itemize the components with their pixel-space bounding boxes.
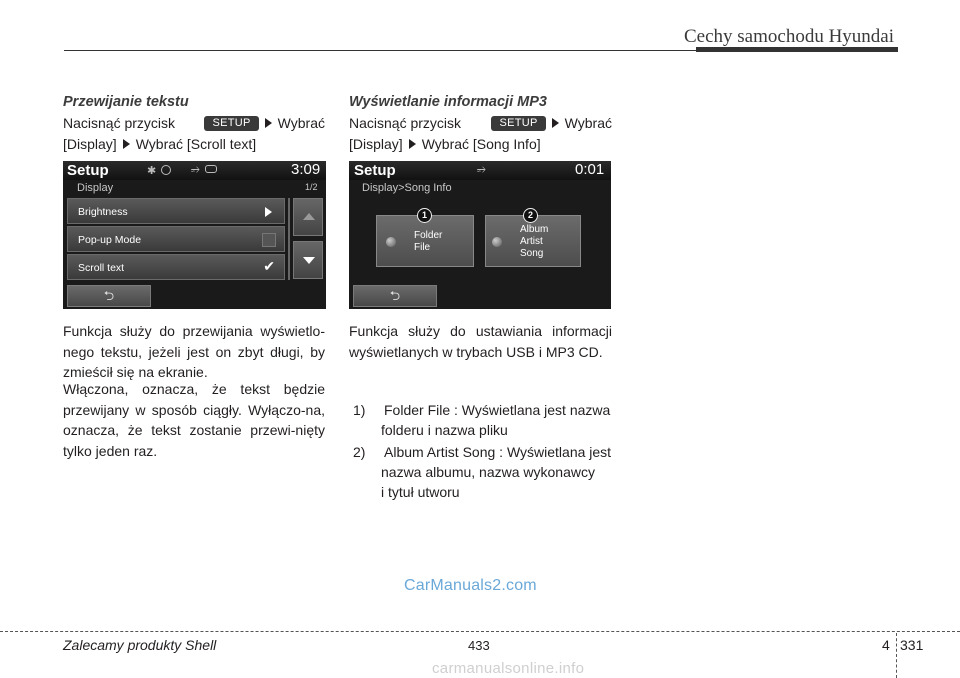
instruction-step2: [Display] <box>63 135 117 152</box>
list-text: Album Artist Song : Wyświetlana jest <box>384 444 612 460</box>
back-button[interactable] <box>67 285 151 307</box>
option-album-artist-song[interactable] <box>485 215 581 267</box>
callout-badge-1: 1 <box>417 208 432 223</box>
paragraph-song-info-desc: Funkcja służy do ustawiania informacji wyświetlanych w trybach USB i MP3 CD. <box>349 323 612 360</box>
screen-time: 0:01 <box>575 161 605 178</box>
checkmark-icon: ✔ <box>263 258 275 274</box>
arrow-right-icon <box>265 118 272 128</box>
instruction-step3: Wybrać [Scroll text] <box>135 135 257 152</box>
chevron-down-icon <box>303 257 315 264</box>
instruction-scroll-text <box>63 113 325 154</box>
option-line: Album <box>520 224 549 235</box>
page-indicator: 1/2 <box>305 182 318 192</box>
instruction-step2: [Display] <box>349 135 403 152</box>
usb-icon: ⭌ <box>477 163 486 175</box>
section-heading-mp3-info: Wyświetlanie informacji MP3 <box>349 94 547 110</box>
list-number: 2) <box>353 444 366 460</box>
menu-item-popup-mode[interactable]: Pop-up Mode <box>67 226 285 252</box>
setup-button-label: SETUP <box>204 116 258 131</box>
footer-center-number: 433 <box>468 638 490 653</box>
instruction-step3: Wybrać [Song Info] <box>421 135 541 152</box>
link-icon <box>205 165 217 173</box>
back-button[interactable] <box>353 285 437 307</box>
scroll-down-button[interactable] <box>293 241 323 279</box>
header-rule-accent <box>696 47 898 52</box>
arrow-right-icon <box>265 207 272 217</box>
paragraph-scroll-desc: Funkcja służy do przewijania wyświetlo-nego tekstu, jeżeli jest on zbyt długi, by zmieścił się na ekranie. <box>63 323 325 380</box>
arrow-right-icon <box>409 139 416 149</box>
menu-item-brightness[interactable]: Brightness <box>67 198 285 224</box>
option-line: Folder <box>414 230 443 241</box>
screen-time: 3:09 <box>291 161 321 178</box>
list-item <box>353 400 612 440</box>
bluetooth-icon: ✱ <box>147 165 157 177</box>
arrow-right-icon <box>552 118 559 128</box>
section-heading-scroll-text: Przewijanie tekstu <box>63 94 189 110</box>
settings-circle-icon <box>161 165 171 175</box>
footer-rule <box>0 631 960 632</box>
scrollbar-track[interactable] <box>288 198 290 280</box>
screen-subtitle: Display <box>77 182 114 194</box>
footer-left-text: Zalecamy produkty Shell <box>63 637 217 653</box>
list-text: Folder File : Wyświetlana jest nazwa <box>384 402 611 418</box>
chevron-up-icon <box>303 213 315 220</box>
footer-divider <box>896 633 897 678</box>
screen-title: Setup <box>67 162 109 179</box>
list-text-cont: nazwa albumu, nazwa wykonawcy <box>381 464 595 480</box>
page-header-title: Cechy samochodu Hyundai <box>683 26 894 47</box>
callout-badge-2: 2 <box>523 208 538 223</box>
footer-chapter-number: 4 <box>882 637 890 653</box>
option-line: Artist <box>520 236 543 247</box>
screen-title: Setup <box>354 162 396 179</box>
list-text-cont: i tytuł utworu <box>381 484 460 500</box>
back-icon: ⮌ <box>103 288 115 303</box>
option-line: File <box>414 242 431 253</box>
checkbox-empty-icon <box>262 233 276 247</box>
screenshot-song-info <box>349 161 611 309</box>
list-text-cont: folderu i nazwa pliku <box>381 422 508 438</box>
footer-page-number: 331 <box>900 637 924 653</box>
back-icon: ⮌ <box>389 288 401 303</box>
screenshot-setup-display <box>63 161 326 309</box>
setup-button-label: SETUP <box>491 116 545 131</box>
scroll-up-button[interactable] <box>293 198 323 236</box>
radio-icon <box>386 237 396 247</box>
radio-icon <box>492 237 502 247</box>
instruction-song-info <box>349 113 612 154</box>
menu-item-scroll-text[interactable]: Scroll text ✔ <box>67 254 285 280</box>
list-item <box>353 442 612 502</box>
footer-brand: carmanualsonline.info <box>432 660 585 677</box>
arrow-right-icon <box>123 139 130 149</box>
screen-subtitle: Display>Song Info <box>362 182 452 194</box>
instruction-step1: Wybrać <box>564 115 612 131</box>
list-number: 1) <box>353 402 366 418</box>
instruction-prefix: Nacisnąć przycisk <box>63 115 176 131</box>
usb-icon: ⭌ <box>191 163 200 175</box>
watermark: CarManuals2.com <box>404 577 537 594</box>
option-line: Song <box>520 248 544 259</box>
header-rule <box>64 50 696 51</box>
instruction-prefix: Nacisnąć przycisk <box>349 115 462 131</box>
instruction-step1: Wybrać <box>277 115 325 131</box>
paragraph-scroll-onoff: Włączona, oznacza, że tekst będzie przewijany w sposób ciągły. Wyłączo-na, oznacza, że tekst zostanie przewi-nięty tylko jeden raz. <box>63 381 325 459</box>
